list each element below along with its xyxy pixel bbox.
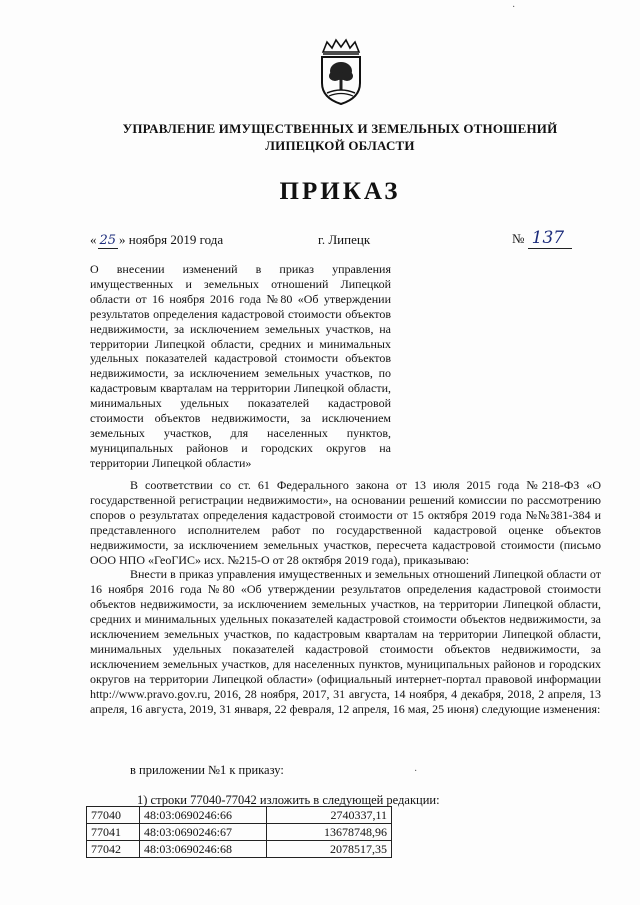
- row-number-cell: 77041: [87, 824, 140, 841]
- body-paragraph-1: В соответствии со ст. 61 Федерального закона от 13 июля 2015 года №218-ФЗ «О государственной регистрации недвижимости», на основании решений комиссии по рассмотрению споров о результатах определения кадастровой стоимости от 15 октября 2019 года №№381-384 и представленного исполнителем работ по государственной кадастровой оценке объектов недвижимости, за исключением земельных участков, пересчета кадастровой стоимости (письмо ООО НПО «ГеоГИС» исх. №215-О от 28 октября 2019 года), приказываю:: [90, 478, 601, 567]
- cadastral-number-cell: 48:03:0690246:68: [140, 841, 267, 858]
- order-subject: О внесении изменений в приказ управления имущественных и земельных отношений Липецкой области от 16 ноября 2016 года №80 «Об утверждении результатов определения кадастровой стоимости объектов недвижимости, за исключением земельных участков, на территории Липецкой области, средних и минимальных удельных показателей кадастровой стоимости объектов недвижимости, за исключением земельных участков, по кадастровым кварталам на территории Липецкой области, минимальных удельных показателей кадастровой стоимости объектов недвижимости, за исключением земельных участков, для населенных пунктов, муниципальных районов и городских округов на территории Липецкой области»: [90, 262, 391, 470]
- cadastral-value-cell: 2740337,11: [267, 807, 392, 824]
- cadastral-value-cell: 13678748,96: [267, 824, 392, 841]
- ink-dot: ·: [414, 766, 418, 777]
- organization-line-2: ЛИПЕЦКОЙ ОБЛАСТИ: [265, 138, 415, 153]
- table-row: [87, 841, 392, 858]
- document-title: ПРИКАЗ: [279, 178, 401, 205]
- organization-line-1: УПРАВЛЕНИЕ ИМУЩЕСТВЕННЫХ И ЗЕМЕЛЬНЫХ ОТНОШЕНИЙ: [122, 121, 558, 136]
- order-number: [512, 228, 572, 249]
- coat-of-arms-icon: [317, 38, 365, 106]
- row-number-cell: 77040: [87, 807, 140, 824]
- organization-name: [80, 120, 600, 154]
- number-handwritten: 137: [528, 228, 572, 249]
- list-item-1: 1) строки 77040-77042 изложить в следующей редакции:: [137, 793, 440, 807]
- date-rest: » ноября 2019 года: [119, 232, 224, 247]
- order-date: [90, 232, 223, 249]
- cadastral-number-cell: 48:03:0690246:66: [140, 807, 267, 824]
- appendix-line: в приложении №1 к приказу:: [130, 763, 284, 777]
- date-day-handwritten: 25: [99, 233, 117, 248]
- cadastral-number-cell: 48:03:0690246:67: [140, 824, 267, 841]
- cadastral-value-cell: 2078517,35: [267, 841, 392, 858]
- body-paragraph-2: Внести в приказ управления имущественных и земельных отношений Липецкой области от 16 ноября 2016 года №80 «Об утверждении результатов определения кадастровой стоимости объектов недвижимости, за исключением земельных участков, на территории Липецкой области, средних и минимальных удельных показателей кадастровой стоимости объектов недвижимости, за исключением земельных участков, по кадастровым кварталам на территории Липецкой области, минимальных удельных показателей кадастровой стоимости объектов недвижимости, за исключением земельных участков, для населенных пунктов, муниципальных районов и городских округов на территории Липецкой области» (официальный интернет-портал правовой информации http://www.pravo.gov.ru, 2016, 28 ноября, 2017, 31 августа, 14 ноября, 4 декабря, 2018, 2 апреля, 13 апреля, 16 августа, 2019, 31 января, 22 февраля, 12 апреля, 16 мая, 25 июня) следующие изменения:: [90, 567, 601, 716]
- number-prefix: №: [512, 231, 525, 246]
- table-row: [87, 807, 392, 824]
- ink-dot: ·: [512, 2, 516, 13]
- order-body: [90, 478, 601, 717]
- row-number-cell: 77042: [87, 841, 140, 858]
- order-city: г. Липецк: [318, 232, 371, 247]
- table-row: [87, 824, 392, 841]
- date-open-quote: «: [90, 232, 97, 247]
- amendment-table: [86, 806, 392, 858]
